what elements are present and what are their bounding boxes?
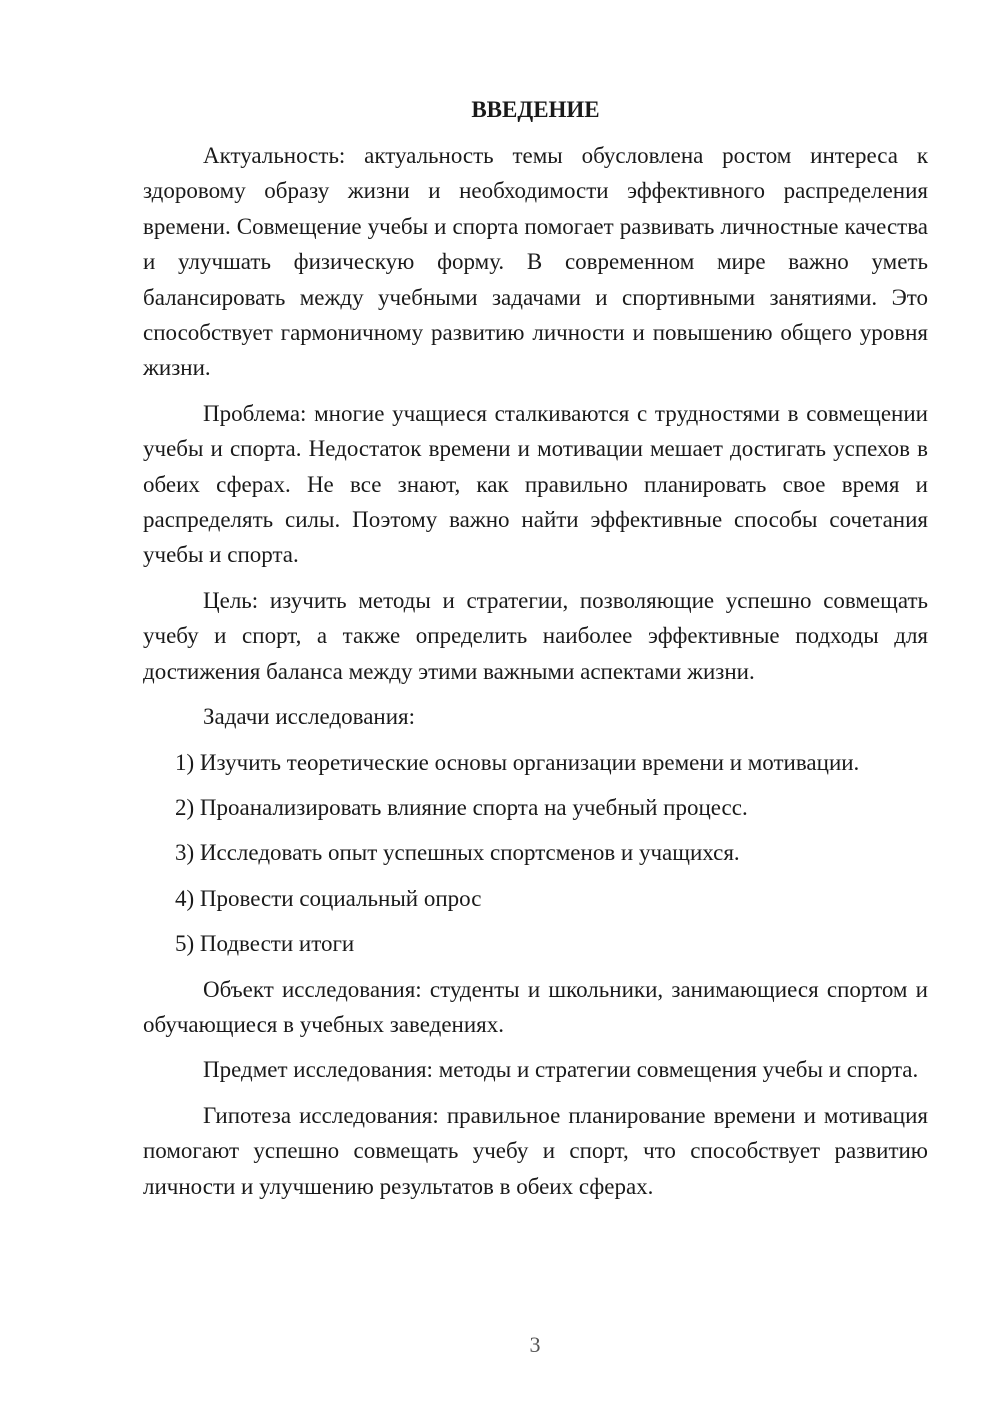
document-page [143, 92, 928, 1214]
list-item: 5) Подвести итоги [175, 931, 355, 957]
subject-paragraph: Предмет исследования: методы и стратегии совмещения учебы и спорта. [203, 1057, 919, 1083]
hypothesis-paragraph: Гипотеза исследования: правильное планирование времени и мотивация помогают успешно совмещать учебу и спорт, что способствует развитию личности и улучшению результатов в обеих сферах. [143, 1102, 928, 1199]
problem-paragraph: Проблема: многие учащиеся сталкиваются с трудностями в совмещении учебы и спорта. Недостаток времени и мотивации мешает достигать успехов в обеих сферах. Не все знают, как правильно планировать свое время и распределять силы. Поэтому важно найти эффективные способы сочетания учебы и спорта. [143, 400, 928, 568]
list-item: 3) Исследовать опыт успешных спортсменов и учащихся. [175, 840, 740, 866]
page-number: 3 [529, 1332, 541, 1357]
list-item: 2) Проанализировать влияние спорта на учебный процесс. [175, 794, 748, 820]
page-title: ВВЕДЕНИЕ [471, 97, 600, 122]
tasks-intro: Задачи исследования: [203, 704, 416, 730]
relevance-paragraph: Актуальность: актуальность темы обусловлена ростом интереса к здоровому образу жизни и необходимости эффективного распределения времени. Совмещение учебы и спорта помогает развивать личностные качества и улучшать физическую форму. В современном мире важно уметь балансировать между учебными задачами и спортивными занятиями. Это способствует гармоничному развитию личности и повышению общего уровня жизни. [143, 143, 928, 381]
list-item: 1) Изучить теоретические основы организации времени и мотивации. [175, 749, 860, 775]
tasks-list [143, 745, 928, 962]
goal-paragraph: Цель: изучить методы и стратегии, позволяющие успешно совмещать учебу и спорт, а также определить наиболее эффективные подходы для достижения баланса между этими важными аспектами жизни. [143, 587, 928, 684]
object-paragraph: Объект исследования: студенты и школьники, занимающиеся спортом и обучающиеся в учебных заведениях. [143, 976, 928, 1037]
list-item: 4) Провести социальный опрос [175, 885, 482, 911]
